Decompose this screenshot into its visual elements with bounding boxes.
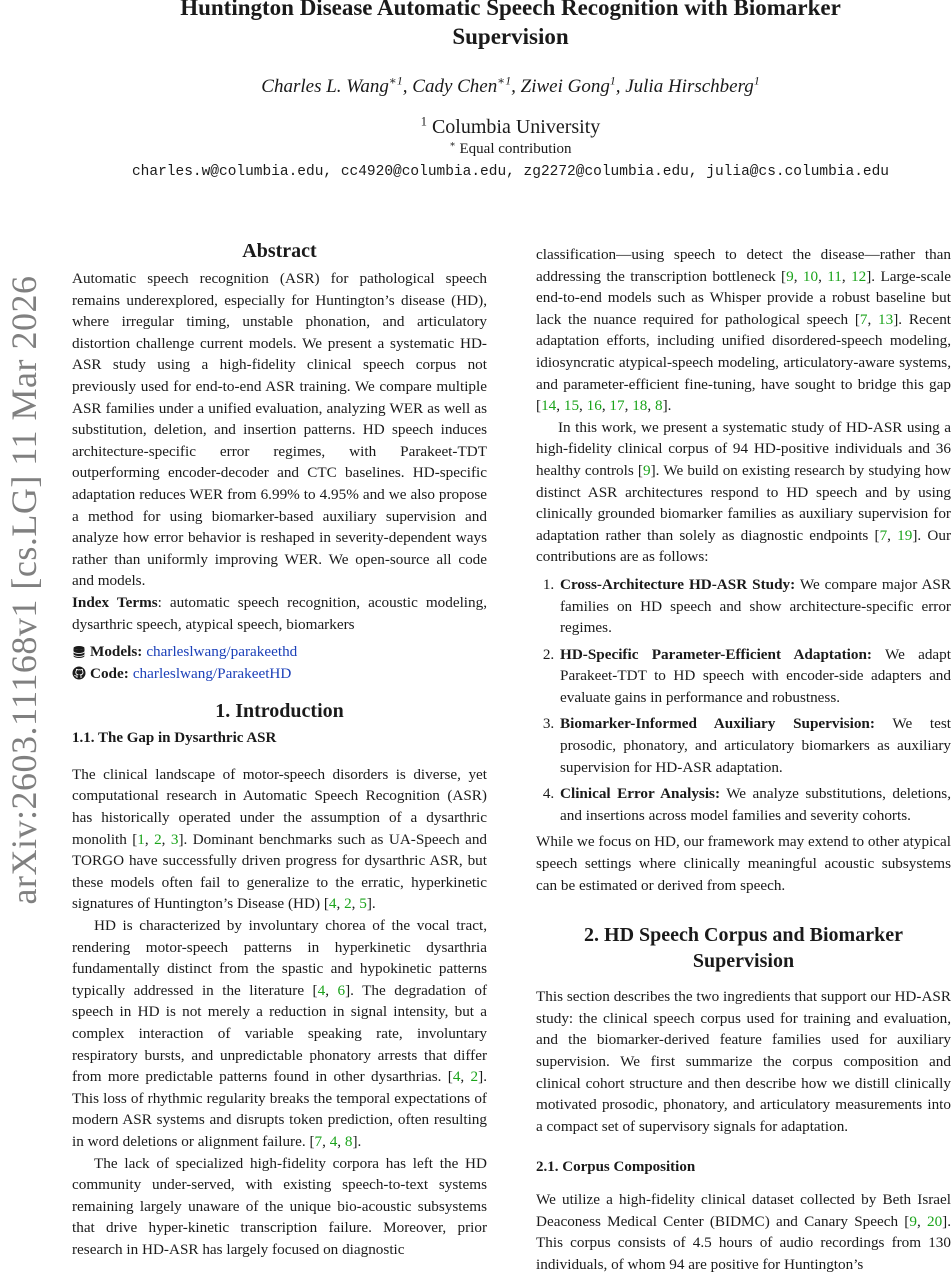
right-paragraph-2: In this work, we present a systematic study of HD-ASR using a high-fidelity clinical corpus of 94 HD-positive individuals and 36 healthy controls [9]. We build on existing research by studying how distinct ASR architectures respond to HD speech and by using clinically grounded biomarker families as auxiliary supervision for adaptation rather than solely as diagnostic endpoints [7, 19]. Our contributions are as follows:: [536, 418, 951, 566]
citation-link[interactable]: 2: [154, 830, 162, 848]
github-icon: [72, 666, 86, 680]
models-link[interactable]: charleslwang/parakeethd: [146, 643, 298, 661]
citation-link[interactable]: 19: [897, 526, 913, 544]
title-line-1: Huntington Disease Automatic Speech Recognition with Biomarker: [180, 0, 841, 20]
index-terms-text: : automatic speech recognition, acoustic modeling, dysarthric speech, atypical speech, biomarkers: [72, 593, 487, 633]
title-line-2: Supervision: [452, 24, 569, 49]
text-span: ].: [352, 1132, 362, 1150]
citation-link[interactable]: 7: [859, 310, 868, 328]
citation-link[interactable]: 15: [563, 397, 580, 415]
citation-link[interactable]: 7: [879, 526, 888, 544]
citation-link[interactable]: 17: [609, 397, 625, 415]
text-span: ]. Recent adaptation efforts, including unified disordered-speech modeling, idiosyncratic atypical-speech modeling, articulatory-aware systems, and parameter-efficient fine-tuning, have sought to bridge this gap [: [536, 310, 951, 415]
citation-link[interactable]: 10: [802, 267, 819, 285]
author-mark: 1: [753, 74, 760, 88]
author-emails: charles.w@columbia.edu, cc4920@columbia.edu, zg2272@columbia.edu, julia@cs.columbia.edu: [131, 164, 890, 180]
intro-paragraph-1: The clinical landscape of motor-speech disorders is diverse, yet computational research in Automatic Speech Recognition (ASR) has historically operated under the assumption of a dysarthric monolith [1, 2, 3]. Dominant benchmarks such as UA-Speech and TORGO have successfully driven progress for dysarthric ASR, but these models often fail to generalize to the erratic, hyperkinetic signatures of Huntington’s Disease (HD) [4, 2, 5].: [72, 765, 488, 913]
text-span: ]. We build on existing research by studying how distinct ASR architectures respond to HD speech and by using clinically grounded biomarker families as auxiliary supervision for adaptation rather than solely as diagnostic endpoints [: [536, 461, 951, 544]
contribution-text: We adapt Parakeet-TDT to HD speech with encoder-side adapters and evaluate gains in performance and robustness.: [560, 645, 951, 706]
corpus-paragraph: We utilize a high-fidelity clinical dataset collected by Beth Israel Deaconess Medical Center (BIDMC) and Canary Speech [9, 20]. This corpus consists of 4.5 hours of audio recordings from 130 individuals, of whom 94 are positive for Huntington’s: [536, 1190, 951, 1273]
author-name: Ziwei Gong: [520, 76, 610, 97]
citation-link[interactable]: 7: [314, 1132, 323, 1150]
author-mark: 1: [609, 74, 616, 88]
text-span: ]. Dominant benchmarks such as UA-Speech and TORGO have successfully driven progress for dysarthric ASR, but these models often fail to generalize to the erratic, hyperkinetic signatures of Huntington’s Disease (HD) [: [72, 830, 488, 913]
text-span: In this work, we present a systematic study of HD-ASR using a high-fidelity clinical corpus of 94 HD-positive individuals and 36 healthy controls [: [536, 418, 951, 479]
code-link[interactable]: charleslwang/ParakeetHD: [132, 664, 292, 682]
citation-link[interactable]: 11: [827, 267, 842, 285]
list-item: [558, 713, 951, 778]
intro-paragraph-2: HD is characterized by involuntary chorea of the vocal tract, rendering motor-speech patterns in hyperkinetic dysarthria fundamentally distinct from the spastic and hypokinetic patterns typically addressed in the literature [4, 6]. The degradation of speech in HD is not merely a reduction in signal intensity, but a complex interaction of variable speaking rate, involuntary respiratory bursts, and unpredictable phonatory arrests that differ from more predictable patterns found in other dysarthrias. [4, 2]. This loss of rhythmic regularity breaks the temporal expectations of modern ASR systems and disrupts token prediction, often resulting in word deletions or alignment failure. [7, 4, 8].: [72, 917, 487, 1150]
contribution-text: We compare major ASR families on HD speech and show architecture-specific error regimes.: [560, 575, 951, 637]
author-list: Charles L. Wang$^{∗1}$, Cady Chen$^{∗1}$, Ziwei Gong$^1$, Julia Hirschberg$^1$: [261, 74, 760, 97]
affiliation: [70, 116, 951, 139]
citation-link[interactable]: 9: [786, 267, 794, 285]
contribution-text: We analyze substitutions, deletions, and insertions across model families and severity cohorts.: [560, 785, 951, 824]
list-item: [558, 644, 951, 709]
contributions-list: [536, 574, 951, 827]
text-span: ]. Large-scale end-to-end models such as Whisper provide a robust baseline but lack the nuance required for pathological speech [: [536, 267, 951, 328]
text-span: The clinical landscape of motor-speech disorders is diverse, yet computational research in Automatic Speech Recognition (ASR) has historically operated under the assumption of a dysarthric monolith [: [72, 765, 487, 848]
right-paragraph-3: While we focus on HD, our framework may extend to other atypical speech settings where clinically meaningful acoustic subsystems can be estimated or derived from speech.: [536, 833, 951, 894]
citation-link[interactable]: 12: [851, 267, 867, 285]
text-span: ]. This corpus consists of 4.5 hours of audio recordings from 130 individuals, of whom 94 are positive for Huntington’s: [536, 1212, 951, 1273]
citation-link[interactable]: 5: [359, 895, 367, 913]
code-line: [72, 663, 487, 685]
text-span: classification—using speech to detect the disease—rather than addressing the transcription bottleneck [: [536, 246, 951, 285]
citation-link[interactable]: 2: [344, 895, 352, 913]
right-paragraph-1: classification—using speech to detect the disease—rather than addressing the transcription bottleneck [9, 10, 11, 12]. Large-scale end-to-end models such as Whisper provide a robust baseline but lack the nuance required for pathological speech [7, 13]. Recent adaptation efforts, including unified disordered-speech modeling, idiosyncratic atypical-speech modeling, articulatory-aware systems, and parameter-efficient fine-tuning, have sought to bridge this gap [14, 15, 16, 17, 18, 8].: [536, 246, 951, 415]
section-2-heading: [536, 922, 951, 974]
author-name: Cady Chen: [412, 76, 498, 97]
section-2-heading-line-1: 2. HD Speech Corpus and Biomarker: [584, 924, 903, 947]
introduction-heading: 1. Introduction: [215, 700, 344, 723]
arxiv-sidebar: [0, 0, 48, 1200]
equal-note-text: Equal contribution: [459, 141, 572, 157]
arxiv-identifier: arXiv:2603.11168v1 [cs.LG] 11 Mar 2026: [4, 275, 44, 905]
citation-link[interactable]: 20: [926, 1212, 943, 1230]
list-item: [558, 783, 951, 826]
intro-paragraph-3: The lack of specialized high-fidelity corpora has left the HD community under-served, with existing speech-to-text systems remaining largely unaware of the unique bio-acoustic subsystems that drive hyper-kinetic transcription failure. Moreover, prior research in HD-ASR has largely focused on diagnostic: [72, 1154, 487, 1258]
citation-link[interactable]: 8: [654, 397, 663, 415]
citation-link[interactable]: 2: [470, 1068, 479, 1086]
equal-contribution-note: [70, 141, 951, 158]
citation-link[interactable]: 9: [909, 1212, 917, 1230]
citation-link[interactable]: 4: [329, 1132, 338, 1150]
models-line: [72, 641, 487, 663]
text-span: ].: [366, 895, 376, 913]
text-span: ]. Our contributions are as follows:: [536, 526, 951, 566]
subsection-heading: 1.1. The Gap in Dysarthric ASR: [72, 730, 277, 747]
left-column: [72, 238, 487, 1261]
contribution-text: We test prosodic, phonatory, and articulatory biomarkers as auxiliary supervision for HD-ASR adaptation.: [560, 715, 951, 776]
citation-link[interactable]: 18: [632, 397, 648, 415]
citation-link[interactable]: 4: [317, 981, 326, 999]
subsection-2-1-heading: 2.1. Corpus Composition: [536, 1159, 696, 1176]
contribution-title: HD-Specific Parameter-Efficient Adaptation:: [560, 645, 872, 663]
citation-link[interactable]: 13: [878, 310, 894, 328]
citation-link[interactable]: 4: [452, 1068, 461, 1086]
text-span: We utilize a high-fidelity clinical dataset collected by Beth Israel Deaconess Medical Center (BIDMC) and Canary Speech [: [536, 1190, 951, 1230]
abstract-heading: Abstract: [242, 240, 317, 262]
author-name: Julia Hirschberg: [625, 76, 754, 97]
equal-mark: ∗: [449, 140, 456, 150]
section-2-paragraph: This section describes the two ingredients that support our HD-ASR study: the clinical speech corpus used for training and evaluation, and the biomarker-derived feature families used for auxiliary supervision. We first summarize the corpus composition and clinical cohort structure and then describe how we distill clinically motivated prosodic, phonatory, and articulatory measurements into a compact set of supervisory signals for adaptation.: [536, 988, 951, 1135]
database-icon: [72, 645, 86, 659]
models-label: Models:: [90, 643, 143, 661]
paper-header: [70, 0, 951, 180]
abstract-text: Automatic speech recognition (ASR) for pathological speech remains underexplored, especially for Huntington’s disease (HD), where irregular timing, unstable phonation, and articulatory distortion challenge current models. We present a systematic HD-ASR study using a high-fidelity clinical speech corpus not previously used for end-to-end ASR training. We compare multiple ASR families under a unified evaluation, analyzing WER as well as substitution, deletion, and insertion patterns. HD speech induces architecture-specific error regimes, with Parakeet-TDT outperforming encoder-decoder and CTC baselines. HD-specific adaptation reduces WER from 6.99% to 4.95% and we also propose a method for using biomarker-based auxiliary supervision and analyze how error behavior is reshaped in severity-dependent ways rather than uniformly improving WER. We open-source all code and models.: [72, 270, 487, 590]
section-2-heading-line-2: Supervision: [692, 950, 795, 973]
affiliation-mark: 1: [420, 114, 427, 129]
paper-title: [70, 0, 951, 51]
author-name: Charles L. Wang: [261, 76, 389, 97]
contribution-title: Cross-Architecture HD-ASR Study:: [560, 575, 796, 593]
list-item: [558, 574, 951, 639]
text-span: HD is characterized by involuntary chorea of the vocal tract, rendering motor-speech patterns in hyperkinetic dysarthria fundamentally distinct from the spastic and hypokinetic patterns typically addressed in the literature [: [72, 917, 487, 999]
author-mark: ∗1: [497, 74, 512, 88]
citation-link[interactable]: 14: [541, 397, 557, 415]
citation-link[interactable]: 9: [643, 461, 651, 479]
citation-link[interactable]: 3: [170, 830, 179, 848]
affiliation-name: Columbia University: [431, 116, 601, 138]
citation-link[interactable]: 6: [337, 981, 346, 999]
citation-link[interactable]: 16: [586, 397, 602, 415]
right-column: [536, 244, 951, 1275]
author-mark: ∗1: [388, 74, 403, 88]
citation-link[interactable]: 8: [344, 1132, 353, 1150]
index-terms-label: Index Terms: [72, 593, 158, 611]
contribution-title: Biomarker-Informed Auxiliary Supervision:: [560, 715, 875, 733]
contribution-title: Clinical Error Analysis:: [560, 785, 721, 803]
text-span: ].: [662, 397, 672, 415]
index-terms: [72, 592, 487, 635]
code-label: Code:: [90, 664, 129, 682]
citation-link[interactable]: 4: [328, 895, 337, 913]
citation-link[interactable]: 1: [137, 830, 145, 848]
text-span: ]. This loss of rhythmic regularity breaks the temporal expectations of modern ASR systems and disrupts token prediction, often resulting in word deletions or alignment failure. [: [72, 1068, 487, 1150]
text-span: ]. The degradation of speech in HD is not merely a reduction in signal intensity, but a complex interaction of variable speaking rate, involuntary respiratory bursts, and unpredictable phonatory arrests that differ from more predictable patterns found in other dysarthrias. [: [72, 981, 487, 1086]
